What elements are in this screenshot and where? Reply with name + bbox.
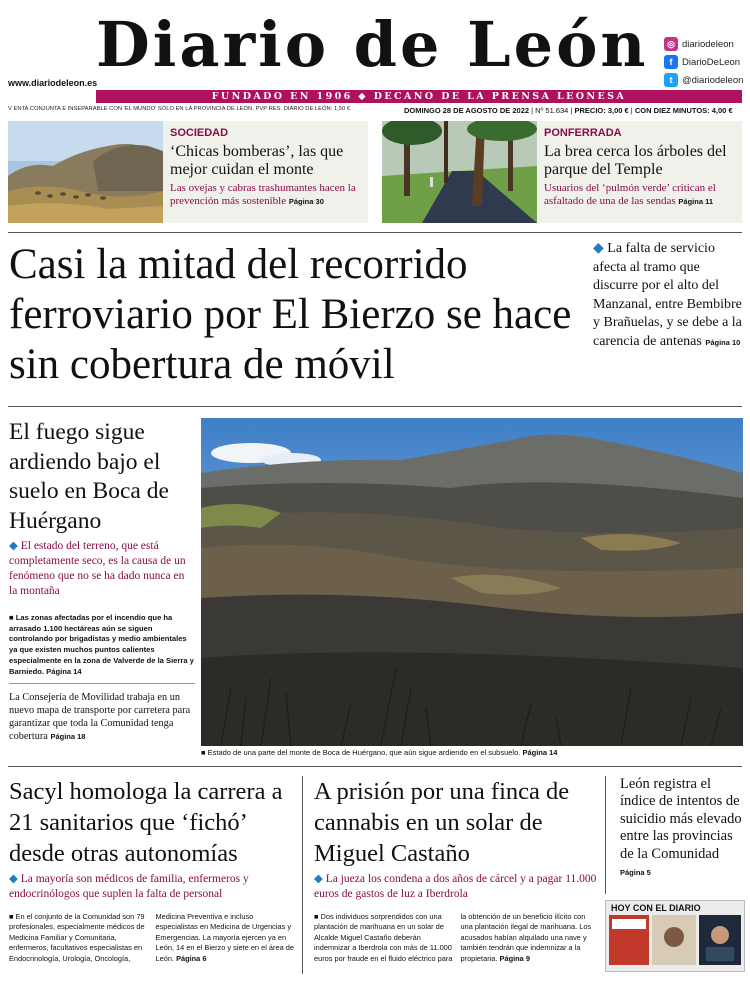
page-ref: Página 11 — [678, 196, 714, 206]
issue-price: PRECIO: 3,00 € — [574, 106, 629, 115]
fire-body: ■ Las zonas afectadas por el incendio que ha arrasado 1.100 hectáreas aún se siguen controlando por brigadistas y medio ambientales ya que existen muchos puntos calientes especialmente en la zona de Valverde de la Sierra y Barniedo. Página 14 — [9, 613, 194, 676]
instagram-icon: ◎ — [664, 37, 678, 51]
teaser-section: PONFERRADA — [544, 127, 622, 139]
prison-subtitle: ◆ La jueza los condena a dos años de cárcel y a pagar 11.000 euros de gastos de luz a Iberdrola — [314, 873, 597, 900]
lead-subtitle: ◆ La falta de servicio afecta al tramo que discurre por el alto del Manzanal, entre Bembibre y Brañuelas, y se debe a la carencia de antenas Página 10 — [593, 241, 742, 349]
dateline: DOMINGO 28 DE AGOSTO DE 2022 | Nº 51.634 | PRECIO: 3,00 € | CON DIEZ MINUTOS: 4,00 € — [404, 106, 733, 115]
promo-label: HOY CON EL DIARIO — [611, 903, 701, 913]
website-link[interactable]: www.diariodeleon.es — [8, 78, 98, 88]
bullet-icon: ◆ — [9, 540, 18, 552]
page-ref: Página 6 — [176, 953, 207, 963]
bullet-icon: ◆ — [9, 873, 18, 885]
lead-headline[interactable]: Casi la mitad del recorrido ferroviario por El Bierzo se hace sin cobertura de móvil — [9, 241, 572, 388]
divider — [8, 232, 742, 233]
issue-number: Nº 51.634 — [535, 106, 569, 115]
teaser-subtitle: Las ovejas y cabras trashumantes hacen la prevención más sostenible Página 30 — [170, 182, 356, 207]
issue-date: DOMINGO 28 DE AGOSTO DE 2022 — [404, 106, 530, 115]
goats-photo — [8, 121, 163, 223]
teaser-section: SOCIEDAD — [170, 127, 229, 139]
teaser-headline[interactable]: La brea cerca los árboles del parque del Temple — [544, 143, 727, 178]
prison-body: ■ Dos individuos sorprendidos con una plantación de marihuana en un solar de Alcalde Miguel Castaño deberán indemnizar a Iberdrola con más de 11.000 euros por fraude en el fluido eléctrico para la obtención de un beneficio ilícito con una plantación ilegal de marihuana. Los acusados habían alquilado una nave y también tendrán que indemnizar a la propietaria. Página 9 — [314, 912, 592, 963]
divider — [9, 683, 195, 684]
twitter-handle: @diariodeleon — [682, 74, 744, 86]
facebook-icon: f — [664, 55, 678, 69]
page-ref: Página 18 — [50, 732, 86, 741]
masthead — [0, 0, 750, 120]
page-ref: Página 30 — [288, 196, 324, 206]
issue-price-extra: CON DIEZ MINUTOS: 4,00 € — [634, 106, 733, 115]
masthead-band: FUNDADO EN 1906 ◆ DECANO DE LA PRENSA LEONESA — [96, 90, 742, 103]
bullet-icon: ◆ — [593, 241, 604, 256]
social-facebook[interactable] — [664, 55, 740, 69]
twitter-icon: t — [664, 73, 678, 87]
fire-headline[interactable]: El fuego sigue ardiendo bajo el suelo en Boca de Huérgano — [9, 419, 169, 534]
bullet-icon: ◆ — [314, 873, 323, 885]
fire-subtitle: ◆ El estado del terreno, que está completamente seco, es la causa de un fenómeno que no se ha dado nunca en la montaña — [9, 540, 186, 597]
promo-box[interactable] — [605, 900, 745, 972]
divider — [8, 766, 742, 767]
teaser-sociedad[interactable] — [8, 121, 368, 223]
park-photo — [382, 121, 537, 223]
sacyl-subtitle: ◆ La mayoría son médicos de familia, enfermeros y endocrinólogos que suplen la falta de personal — [9, 873, 249, 900]
suicide-headline[interactable]: León registra el índice de intentos de suicidio más elevado entre las provincias de la Comunidad Página 5 — [620, 776, 742, 878]
promo-image — [606, 915, 744, 967]
page-ref: Página 10 — [705, 337, 741, 347]
column-divider — [302, 776, 303, 974]
social-twitter[interactable] — [664, 73, 743, 87]
teaser-headline[interactable]: ‘Chicas bomberas’, las que mejor cuidan el monte — [170, 143, 344, 178]
sacyl-body: ■ En el conjunto de la Comunidad son 79 profesionales, especialmente médicos de Medicina Familiar y Comunitaria, enfermeros, facultativos especialistas en Endocrinología, Urología, Oncología, Medicina Preventiva e incluso especialistas en Medicina de Urgencias y Emergencias. La mayoría ejercen ya en León, 14 en el Bierzo y siete en el área de León. Página 6 — [9, 912, 294, 963]
sales-info: V ENTA CONJUNTA E INSEPARABLE CON 'EL MUNDO' SÓLO EN LA PROVINCIA DE LEÓN. PVP RES. DIARIO DE LEÓN: 1,50 € — [8, 106, 351, 112]
photo-caption: ■ Estado de una parte del monte de Boca de Huérgano, que aún sigue ardiendo en el subsuelo. Página 14 — [201, 748, 558, 757]
facebook-handle: DiarioDeLeon — [682, 56, 741, 68]
teaser-subtitle: Usuarios del ‘pulmón verde’ critican el asfaltado de una de las sendas Página 11 — [544, 182, 716, 207]
prison-headline[interactable]: A prisión por una finca de cannabis en un solar de Miguel Castaño — [314, 778, 570, 867]
teaser-ponferrada[interactable] — [382, 121, 742, 223]
social-instagram[interactable] — [664, 37, 734, 51]
page-ref: Página 14 — [522, 748, 558, 757]
page-ref: Página 9 — [499, 953, 530, 963]
page-ref: Página 5 — [620, 868, 651, 878]
transport-brief[interactable]: La Consejería de Movilidad trabaja en un nuevo mapa de transporte por carretera para garantizar que toda la Comunidad tenga cobertura Página 18 — [9, 692, 191, 742]
column-divider — [605, 776, 606, 894]
newspaper-logo: Diario de León — [96, 8, 649, 81]
instagram-handle: diariodeleon — [682, 38, 734, 50]
page-ref: Página 14 — [46, 666, 82, 676]
burned-mountain-photo — [201, 418, 743, 746]
divider — [8, 406, 742, 407]
sacyl-headline[interactable]: Sacyl homologa la carrera a 21 sanitarios que ‘fichó’ desde otras autonomías — [9, 778, 283, 867]
